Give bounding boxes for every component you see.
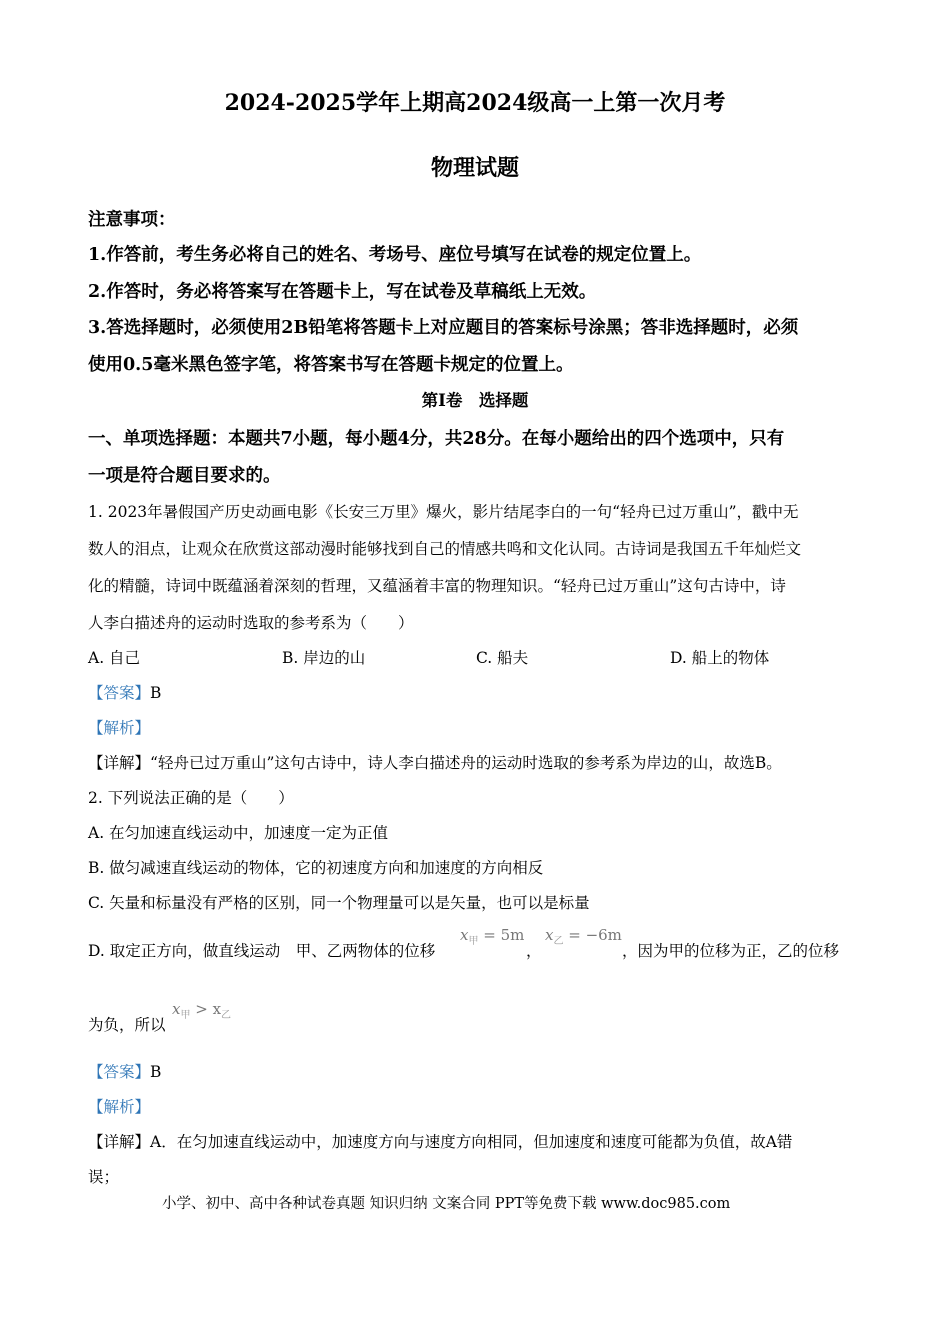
q2-answer <box>88 1060 161 1082</box>
q2-detail-cont: 误； <box>88 1168 120 1186</box>
q2-formula-x-jia: $x_甲 = 5m$ <box>460 926 525 947</box>
q2-analysis-tag: 【解析】 <box>88 1098 151 1116</box>
part-one-instructions-cont: 一项是符合题目要求的。 <box>88 466 281 486</box>
q2-option-d-sep: ， <box>526 942 542 960</box>
q1-option-d: D. 船上的物体 <box>670 649 770 667</box>
q2-detail-text: A．在匀加速直线运动中，加速度方向与速度方向相同，但加速度和速度可能都为负值，故A错 <box>150 1133 793 1151</box>
q2-option-a: A. 在匀加速直线运动中，加速度一定为正值 <box>88 824 389 842</box>
q2-stem: 2. 下列说法正确的是（ ） <box>88 789 294 807</box>
exam-subtitle: 物理试题 <box>430 155 519 181</box>
q2-formula-x-yi: $x_乙 = -6m$ <box>545 926 622 947</box>
q1-answer <box>88 681 161 703</box>
q1-detail <box>88 751 782 773</box>
q1-stem-line-1: 1. 2023年暑假国产历史动画电影《长安三万里》爆火，影片结尾李白的一句“轻舟已过万重山”，戳中无 <box>88 503 799 521</box>
notice-item-3-cont: 使用0.5毫米黑色签字笔，将答案书写在答题卡规定的位置上。 <box>88 355 574 375</box>
q1-option-c: C. 船夫 <box>476 649 529 667</box>
notice-item-3: 3.答选择题时，必须使用2B铅笔将答题卡上对应题目的答案标号涂黑；答非选择题时，必须 <box>88 318 799 338</box>
q2-answer-tag: 【答案】 <box>88 1063 151 1081</box>
q2-option-d-text-1: D. 取定正方向，做直线运动 甲、乙两物体的位移 <box>88 942 436 960</box>
exam-title: 2024-2025学年上期高2024级高一上第一次月考 <box>224 90 726 116</box>
q2-formula-compare: $x_甲 > x_乙$ <box>172 1000 232 1021</box>
section-title: 第Ⅰ卷 选择题 <box>421 391 529 410</box>
q1-answer-value: B <box>150 684 162 702</box>
q1-detail-tag: 【详解】 <box>88 754 151 772</box>
q2-answer-value: B <box>150 1063 162 1081</box>
q1-detail-text: “轻舟已过万重山”这句古诗中，诗人李白描述舟的运动时选取的参考系为岸边的山，故选B。 <box>150 754 782 772</box>
part-one-instructions: 一、单项选择题：本题共7小题，每小题4分，共28分。在每小题给出的四个选项中，只有 <box>88 429 785 449</box>
notice-item-2: 2.作答时，务必将答案写在答题卡上，写在试卷及草稿纸上无效。 <box>88 282 597 302</box>
q1-option-b: B. 岸边的山 <box>282 649 366 667</box>
q1-stem-line-3: 化的精髓，诗词中既蕴涵着深刻的哲理，又蕴涵着丰富的物理知识。“轻舟已过万重山”这句古诗中，诗 <box>88 577 786 595</box>
q2-detail-tag: 【详解】 <box>88 1133 151 1151</box>
q1-answer-tag: 【答案】 <box>88 684 151 702</box>
q2-option-b: B. 做匀减速直线运动的物体，它的初速度方向和加速度的方向相反 <box>88 859 544 877</box>
q1-stem-line-2: 数人的泪点，让观众在欣赏这部动漫时能够找到自己的情感共鸣和文化认同。古诗词是我国五千年灿烂文 <box>88 540 802 558</box>
q2-detail <box>88 1130 792 1152</box>
q1-stem-line-4: 人李白描述舟的运动时选取的参考系为（ ） <box>88 614 414 632</box>
q1-option-a: A. 自己 <box>88 649 141 667</box>
q1-analysis-tag: 【解析】 <box>88 719 151 737</box>
q2-option-d-line-2: 为负，所以 <box>88 1016 166 1034</box>
notice-heading: 注意事项： <box>88 210 176 230</box>
q2-option-d-text-2: ，因为甲的位移为正，乙的位移 <box>622 942 840 960</box>
page-footer: 小学、初中、高中各种试卷真题 知识归纳 文案合同 PPT等免费下载 www.doc985.com <box>162 1196 731 1212</box>
notice-item-1: 1.作答前，考生务必将自己的姓名、考场号、座位号填写在试卷的规定位置上。 <box>88 245 702 265</box>
q2-option-c: C. 矢量和标量没有严格的区别，同一个物理量可以是矢量，也可以是标量 <box>88 894 590 912</box>
